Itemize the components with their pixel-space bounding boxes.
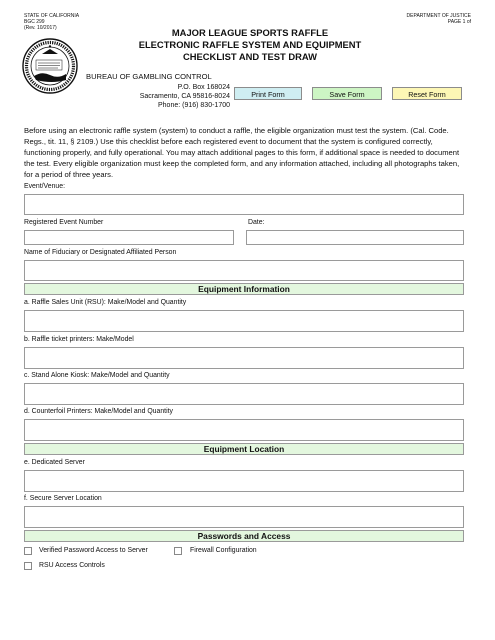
rsu-access-label: RSU Access Controls (39, 562, 105, 569)
title-line-1: MAJOR LEAGUE SPORTS RAFFLE (171, 27, 329, 38)
bureau-name: BUREAU OF GAMBLING CONTROL (86, 72, 212, 81)
verified-password-checkbox[interactable] (24, 547, 32, 555)
ticket-printers-input[interactable] (24, 347, 464, 369)
page-number: PAGE 1 of (447, 19, 471, 25)
fiduciary-name-input[interactable] (24, 260, 464, 281)
rsu-input[interactable] (24, 310, 464, 332)
title-line-3: CHECKLIST AND TEST DRAW (182, 51, 318, 62)
firewall-label: Firewall Configuration (190, 547, 257, 554)
revision-date: (Rev. 10/2017) (24, 25, 57, 31)
form-id-block (24, 13, 79, 31)
kiosk-label: c. Stand Alone Kiosk: Make/Model and Quantity (24, 372, 170, 379)
secure-server-location-input[interactable] (24, 506, 464, 528)
fiduciary-name-label: Name of Fiduciary or Designated Affiliated Person (24, 249, 177, 256)
date-input[interactable] (246, 230, 464, 245)
registered-event-number-input[interactable] (24, 230, 234, 245)
date-label: Date: (248, 219, 265, 226)
rsu-access-checkbox[interactable] (24, 562, 32, 570)
event-venue-input[interactable] (24, 194, 464, 215)
counterfoil-printers-input[interactable] (24, 419, 464, 441)
form-title (100, 27, 400, 63)
bureau-address (86, 83, 230, 110)
department-seal-logo (22, 38, 78, 94)
passwords-access-header: Passwords and Access (24, 530, 464, 542)
department-block (407, 13, 471, 25)
save-form-button[interactable]: Save Form (312, 87, 382, 100)
reset-form-button[interactable]: Reset Form (392, 87, 462, 100)
dedicated-server-label: e. Dedicated Server (24, 459, 85, 466)
verified-password-label: Verified Password Access to Server (39, 547, 148, 554)
form-number: BGC 299 (24, 19, 45, 25)
dedicated-server-input[interactable] (24, 470, 464, 492)
address-line-phone: Phone: (916) 830-1700 (158, 102, 230, 109)
ticket-printers-label: b. Raffle ticket printers: Make/Model (24, 336, 134, 343)
print-form-button[interactable]: Print Form (234, 87, 302, 100)
state-label: STATE OF CALIFORNIA (24, 13, 80, 19)
counterfoil-printers-label: d. Counterfoil Printers: Make/Model and Quantity (24, 408, 173, 415)
instructions-paragraph: Before using an electronic raffle system (system) to conduct a raffle, the eligible organization must test the system. (Cal. Code. Regs., tit. 11, § 2109.) Use this checklist before each registered event to document that the system is configured correctly, functioning properly, and fully operational. You may attach additional pages to this form, if additional space is needed to document the test. Every eligible organization must keep the completed form, and any information attached, including all photographs taken, for a period of three years. (24, 126, 460, 179)
address-line-po-box: P.O. Box 168024 (177, 84, 230, 91)
address-line-city: Sacramento, CA 95816-8024 (139, 93, 230, 100)
rsu-label: a. Raffle Sales Unit (RSU): Make/Model and Quantity (24, 299, 187, 306)
registered-event-number-label: Registered Event Number (24, 219, 104, 226)
title-line-2: ELECTRONIC RAFFLE SYSTEM AND EQUIPMENT (138, 39, 362, 50)
kiosk-input[interactable] (24, 383, 464, 405)
secure-server-location-label: f. Secure Server Location (24, 495, 102, 502)
firewall-checkbox[interactable] (174, 547, 182, 555)
equipment-location-header: Equipment Location (24, 443, 464, 455)
department-label: DEPARTMENT OF JUSTICE (406, 13, 471, 19)
event-venue-label: Event/Venue: (24, 183, 65, 190)
equipment-information-header: Equipment Information (24, 283, 464, 295)
